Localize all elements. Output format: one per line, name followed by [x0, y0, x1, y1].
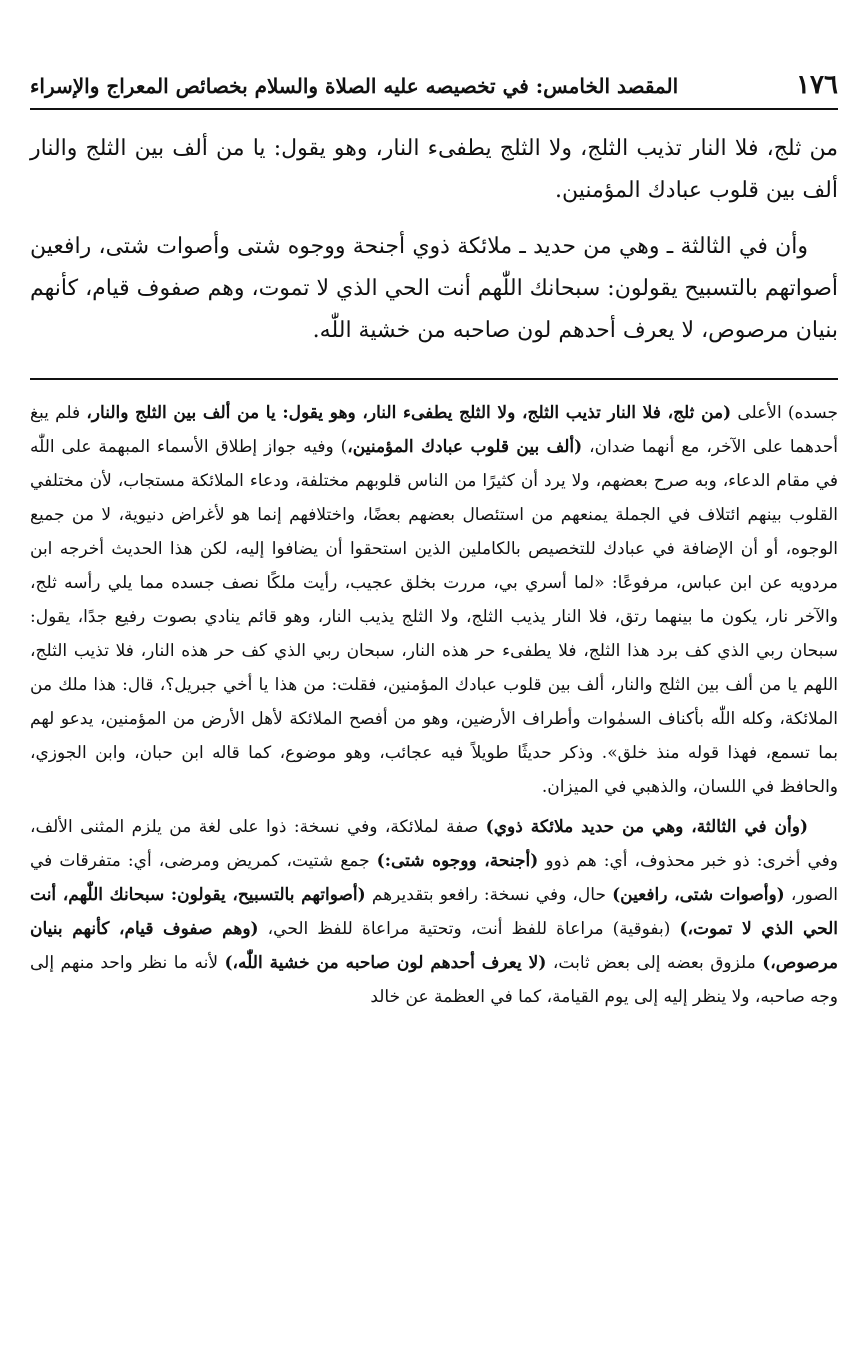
- quoted-text-segment: (أجنحة، ووجوه شتى:): [376, 851, 539, 871]
- commentary: [30, 396, 838, 1014]
- header-divider: [30, 108, 838, 110]
- page-header: [30, 70, 838, 106]
- quoted-text-segment: (وأن في الثالثة، وهي من حديد ملائكة ذوي): [485, 817, 808, 837]
- commentary-text-segment: صفة لملائكة، وفي نسخة: ذوا على لغة من يلزم المثنى الألف، وفي أخرى: ذو خبر محذوف، أي: هم ذوو: [30, 817, 839, 871]
- main-paragraph-1: من ثلج، فلا النار تذيب الثلج، ولا الثلج يطفىء النار، وهو يقول: يا من ألف بين الثلج والنار ألف بين قلوب عبادك المؤمنين.: [30, 136, 838, 203]
- commentary-text-segment: جمع شتيت، كمريض ومرضى، أي: متفرقات في الصور،: [30, 851, 838, 905]
- quoted-text-segment: (من ثلج، فلا النار تذيب الثلج، ولا الثلج يطفىء النار، وهو يقول: يا من ألف بين الثلج والنار،: [86, 403, 732, 423]
- main-text: [30, 128, 838, 352]
- commentary-text-segment: حال، وفي نسخة: رافعو بتقديرهم: [365, 885, 613, 905]
- commentary-paragraph-1: [30, 396, 838, 804]
- commentary-text-segment: (بفوقية) مراعاة للفظ أنت، وتحتية مراعاة للفظ الحي،: [258, 919, 680, 939]
- quoted-text-segment: (أصواتهم بالتسبيح، يقولون: سبحانك اللّٰهم، أنت الحي الذي لا تموت،): [30, 885, 839, 939]
- commentary-text-segment: لأنه ما نظر واحد منهم إلى وجه صاحبه، ولا ينظر إليه إلى يوم القيامة، كما في العظمة عن خالد: [30, 953, 838, 1007]
- main-paragraph-2: وأن في الثالثة ـ وهي من حديد ـ ملائكة ذوي أجنحة ووجوه شتى وأصوات شتى، رافعين أصواتهم بالتسبيح يقولون: سبحانك اللّٰهم أنت الحي الذي لا تموت، وهم صفوف قيام، كأنهم بنيان مرصوص، لا يعرف أحدهم لون صاحبه من خشية اللّٰه.: [30, 234, 838, 343]
- running-title: المقصد الخامس: في تخصيصه عليه الصلاة والسلام بخصائص المعراج والإسراء: [30, 74, 679, 98]
- commentary-text-segment: جسده) الأعلى: [731, 403, 839, 423]
- commentary-divider: [30, 378, 838, 380]
- commentary-paragraph-2: [30, 810, 838, 1014]
- commentary-text-segment: فلم يبغ أحدهما على الآخر، مع أنهما ضدان،: [30, 403, 838, 457]
- quoted-text-segment: (لا يعرف أحدهم لون صاحبه من خشية اللّٰه،): [224, 953, 547, 973]
- quoted-text-segment: (ألف بين قلوب عبادك المؤمنين،: [347, 437, 583, 457]
- book-page: [30, 70, 838, 1020]
- commentary-text-segment: ) وفيه جواز إطلاق الأسماء المبهمة على اللّٰه في مقام الدعاء، وبه صرح بعضهم، ولا يرد أن كثيرًا من الناس قلوبهم مختلفة، ودعاء الملائكة مستجاب، لأن مختلفي القلوب بينهم ائتلاف في الجملة يمنعهم من استئصال بعضهم بعضًا، واختلافهم إنما هو لأغراض دنيوية، لا من جميع الوجوه، أو أن الإضافة في عبادك للتخصيص بالكاملين الذين استحقوا أن يضافوا إليه، لكن هذا الحديث أخرجه ابن مردويه عن ابن عباس، مرفوعًا: «لما أسري بي، مررت بخلق عجيب، رأيت ملكًا نصف جسده مما يلي رأسه ثلج، والآخر نار، يكون ما بينهما رتق، فلا النار يذيب الثلج، ولا الثلج يذيب النار، وهو قائم ينادي بصوت رفيع جدًا، يقول: سبحان ربي الذي كف برد هذا الثلج، فلا يطفىء حر هذه النار، سبحان ربي الذي كف حر هذه النار، فلا تذيب الثلج، اللهم يا من ألف بين الثلج والنار، ألف بين قلوب عبادك المؤمنين، فقلت: من هذا يا أخي جبريل؟، قال: هذا ملك من الملائكة، وكله اللّٰه بأكناف السمٰوات وأطراف الأرضين، وهو من أفصح الملائكة لأهل الأرض من المؤمنين، يدعو لهم بما تسمع، فهذا قوله منذ خلق». وذكر حديثًا طويلاً فيه عجائب، وهو موضوع، كما قاله ابن حبان، وابن الجوزي، والحافظ في اللسان، والذهبي في الميزان.: [30, 437, 839, 797]
- page-number: ١٧٦: [796, 70, 838, 100]
- quoted-text-segment: (وأصوات شتى، رافعين): [612, 885, 785, 905]
- commentary-text-segment: ملزوق بعضه إلى بعض ثابت،: [546, 953, 763, 973]
- quoted-text-segment: (وهم صفوف قيام، كأنهم بنيان مرصوص،): [30, 919, 838, 973]
